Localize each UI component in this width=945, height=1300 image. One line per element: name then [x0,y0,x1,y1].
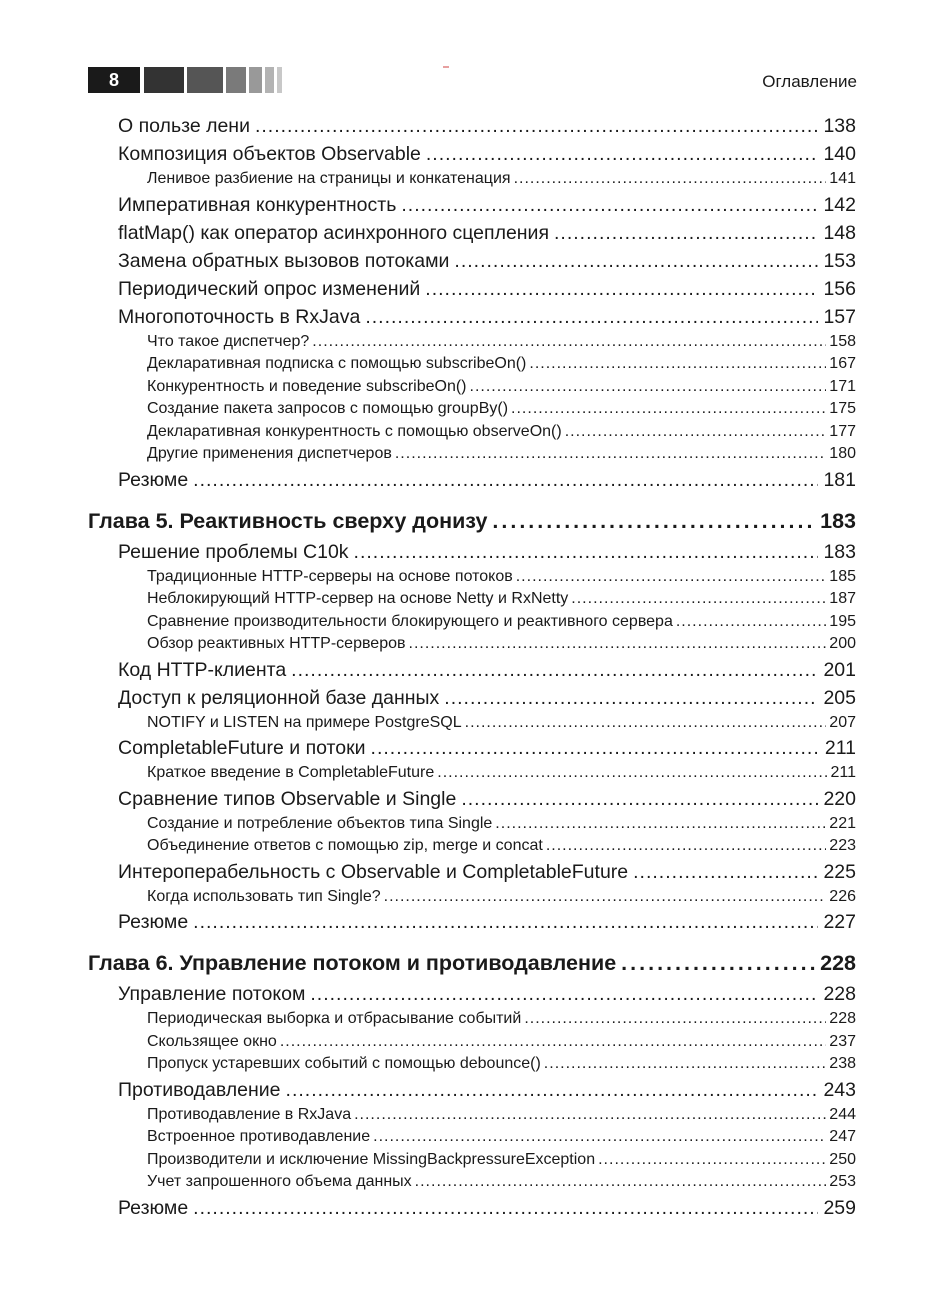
toc-subsection[interactable] [147,762,856,785]
dot-leader [395,443,826,466]
toc-subsection[interactable] [147,331,856,354]
toc-entry-title: Код HTTP-клиента [118,658,287,681]
toc-entry-page: 221 [829,814,856,832]
toc-subsection[interactable] [147,1149,856,1172]
toc-entry-title: Создание и потребление объектов типа Single [147,814,493,832]
dot-leader [354,538,819,566]
toc-entry-title: Краткое введение в CompletableFuture [147,764,435,781]
toc-entry-title: Скользящее окно [147,1032,277,1050]
toc-entry-title: Противодавление в RxJava [147,1105,352,1123]
toc-entry-title: Создание пакета запросов с помощью groupBy() [147,400,509,417]
dot-leader [621,946,815,980]
toc-section[interactable] [118,1194,856,1222]
toc-section[interactable] [118,908,856,936]
toc-entry-title: Многопоточность в RxJava [118,305,361,328]
dot-leader [291,656,818,684]
toc-subsection[interactable] [147,1031,856,1054]
toc-entry-page: 195 [829,612,856,630]
dot-leader [371,734,820,762]
toc-entry-title: NOTIFY и LISTEN на примере PostgreSQL [147,713,462,731]
dot-leader [365,303,818,331]
dot-leader [354,1104,826,1127]
toc-entry-title: Периодический опрос изменений [118,277,421,300]
toc-entry-title: Интероперабельность с Observable и CompletableFuture [118,860,629,883]
toc-entry-title: CompletableFuture и потоки [118,737,366,759]
toc-entry-title: О пользе лени [118,115,250,137]
toc-entry-title: Глава 6. Управление потоком и противодавление [88,951,617,975]
toc-entry-page: 220 [823,787,856,810]
toc-subsection[interactable] [147,1171,856,1194]
dot-leader [415,1171,827,1194]
toc-entry-title: Традиционные HTTP-серверы на основе потоков [147,567,513,585]
running-title: Оглавление [762,72,857,91]
toc-entry-page: 140 [823,143,856,165]
dot-leader [437,762,827,785]
toc-subsection[interactable] [147,835,856,858]
toc-section[interactable] [118,247,856,275]
bar-block [187,67,223,93]
toc-chapter[interactable] [88,946,856,980]
toc-subsection[interactable] [147,443,856,466]
toc-entry-page: 153 [823,249,856,272]
toc-section[interactable] [118,1076,856,1104]
toc-entry-title: Сравнение производительности блокирующего и реактивного сервера [147,612,673,630]
toc-entry-title: flatMap() как оператор асинхронного сцепления [118,221,550,244]
toc-entry-page: 226 [829,887,856,905]
toc-section[interactable] [118,466,856,494]
toc-subsection[interactable] [147,566,856,589]
toc-entry-title: Обзор реактивных HTTP-серверов [147,635,406,652]
toc-entry-title: Конкурентность и поведение subscribeOn() [147,377,467,395]
toc-subsection[interactable] [147,813,856,836]
toc-entry-title: Управление потоком [118,983,306,1005]
toc-section[interactable] [118,858,856,886]
toc-entry-page: 141 [829,170,856,187]
toc-section[interactable] [118,684,856,712]
dot-leader [312,331,826,354]
dot-leader [465,712,827,735]
toc-subsection[interactable] [147,1104,856,1127]
dot-leader [401,191,818,219]
toc-entry-title: Глава 5. Реактивность сверху донизу [88,508,488,533]
toc-entry-page: 183 [820,508,856,533]
toc-entry-title: Сравнение типов Observable и Single [118,787,457,810]
page-header [0,0,945,100]
toc-subsection[interactable] [147,1053,856,1076]
toc-entry-page: 187 [829,590,856,607]
toc-entry-page: 207 [829,713,856,731]
dot-leader [598,1149,826,1172]
bar-block [144,67,184,93]
table-of-contents [88,112,856,1222]
bar-block [249,67,262,93]
toc-section[interactable] [118,980,856,1008]
toc-entry-page: 253 [829,1173,856,1190]
toc-section[interactable] [118,275,856,303]
dot-leader [461,785,818,813]
dot-leader [676,611,826,634]
toc-entry-title: Доступ к реляционной базе данных [118,686,440,709]
dot-leader [514,168,827,191]
toc-entry-title: Учет запрошенного объема данных [147,1173,412,1190]
dot-leader [286,1076,819,1104]
toc-entry-page: 171 [829,377,856,395]
dot-leader [633,858,818,886]
toc-entry-page: 250 [829,1150,856,1168]
toc-entry-page: 200 [829,635,856,652]
toc-entry-page: 177 [829,422,856,440]
toc-entry-page: 223 [829,837,856,854]
toc-entry-title: Противодавление [118,1078,281,1101]
bar-block [277,67,282,93]
dot-leader [409,633,827,656]
toc-entry-page: 142 [823,193,856,216]
dot-leader [193,466,818,494]
toc-subsection[interactable] [147,633,856,656]
dot-leader [193,908,818,936]
toc-subsection[interactable] [147,611,856,634]
toc-entry-title: Неблокирующий HTTP-сервер на основе Netty и RxNetty [147,590,569,607]
dot-leader [544,1053,827,1076]
toc-entry-page: 201 [823,658,856,681]
toc-entry-title: Когда использовать тип Single? [147,887,381,905]
toc-subsection[interactable] [147,376,856,399]
toc-subsection[interactable] [147,168,856,191]
toc-entry-title: Декларативная подписка с помощью subscribeOn() [147,355,527,372]
toc-entry-title: Императивная конкурентность [118,193,397,216]
toc-entry-page: 180 [829,445,856,462]
dot-leader [529,353,826,376]
dot-leader [554,219,818,247]
dot-leader [546,835,826,858]
crop-mark [443,66,449,68]
toc-entry-page: 225 [823,860,856,883]
toc-entry-title: Пропуск устаревших событий с помощью debounce() [147,1055,541,1072]
toc-entry-page: 228 [820,951,856,975]
toc-entry-page: 148 [823,221,856,244]
toc-entry-page: 228 [823,983,856,1005]
toc-subsection[interactable] [147,886,856,909]
dot-leader [310,980,818,1008]
toc-entry-page: 157 [823,305,856,328]
toc-section[interactable] [118,785,856,813]
toc-entry-page: 247 [829,1128,856,1145]
bar-block [226,67,246,93]
toc-section[interactable] [118,734,856,762]
dot-leader [280,1031,826,1054]
toc-entry-title: Замена обратных вызовов потоками [118,249,450,272]
toc-entry-page: 244 [829,1105,856,1123]
toc-entry-title: Ленивое разбиение на страницы и конкатенация [147,170,511,187]
toc-entry-page: 181 [823,468,856,491]
toc-section[interactable] [118,303,856,331]
bar-block [265,67,274,93]
toc-section[interactable] [118,219,856,247]
toc-entry-title: Объединение ответов с помощью zip, merge и concat [147,837,543,854]
toc-entry-title: Резюме [118,1196,189,1219]
dot-leader [516,566,827,589]
toc-entry-page: 259 [823,1196,856,1219]
toc-subsection[interactable] [147,398,856,421]
toc-subsection[interactable] [147,353,856,376]
dot-leader [454,247,818,275]
dot-leader [565,421,827,444]
toc-entry-page: 185 [829,567,856,585]
dot-leader [384,886,827,909]
dot-leader [373,1126,826,1149]
toc-entry-title: Решение проблемы C10k [118,540,349,563]
toc-entry-page: 228 [829,1010,856,1027]
toc-entry-title: Резюме [118,468,189,491]
toc-entry-page: 227 [823,911,856,933]
toc-subsection[interactable] [147,421,856,444]
toc-subsection[interactable] [147,588,856,611]
toc-entry-page: 156 [823,277,856,300]
toc-entry-title: Другие применения диспетчеров [147,445,392,462]
toc-entry-page: 175 [829,400,856,417]
toc-entry-page: 138 [823,115,856,137]
toc-entry-page: 237 [829,1032,856,1050]
toc-subsection[interactable] [147,712,856,735]
toc-section[interactable] [118,191,856,219]
toc-entry-title: Композиция объектов Observable [118,143,421,165]
dot-leader [511,398,826,421]
toc-subsection[interactable] [147,1126,856,1149]
toc-entry-page: 243 [823,1078,856,1101]
toc-subsection[interactable] [147,1008,856,1031]
dot-leader [425,275,818,303]
toc-chapter[interactable] [88,504,856,538]
toc-entry-title: Периодическая выборка и отбрасывание событий [147,1010,522,1027]
dot-leader [444,684,818,712]
toc-section[interactable] [118,656,856,684]
dot-leader [492,504,815,538]
toc-entry-page: 211 [830,764,856,781]
toc-entry-title: Встроенное противодавление [147,1128,371,1145]
toc-section[interactable] [118,140,856,168]
toc-entry-page: 205 [823,686,856,709]
dot-leader [193,1194,818,1222]
toc-section[interactable] [118,538,856,566]
toc-entry-page: 211 [824,737,856,759]
dot-leader [495,813,826,836]
toc-entry-title: Что такое диспетчер? [147,332,310,350]
toc-entry-page: 183 [823,540,856,563]
toc-entry-title: Декларативная конкурентность с помощью observeOn() [147,422,562,440]
dot-leader [524,1008,826,1031]
toc-entry-title: Резюме [118,911,189,933]
toc-entry-page: 158 [829,332,856,350]
page-number: 8 [108,70,119,90]
dot-leader [426,140,819,168]
dot-leader [255,112,818,140]
toc-entry-page: 238 [829,1055,856,1072]
dot-leader [470,376,827,399]
toc-entry-page: 167 [829,355,856,372]
dot-leader [571,588,826,611]
toc-entry-title: Производители и исключение MissingBackpressureException [147,1150,596,1168]
toc-section[interactable] [118,112,856,140]
